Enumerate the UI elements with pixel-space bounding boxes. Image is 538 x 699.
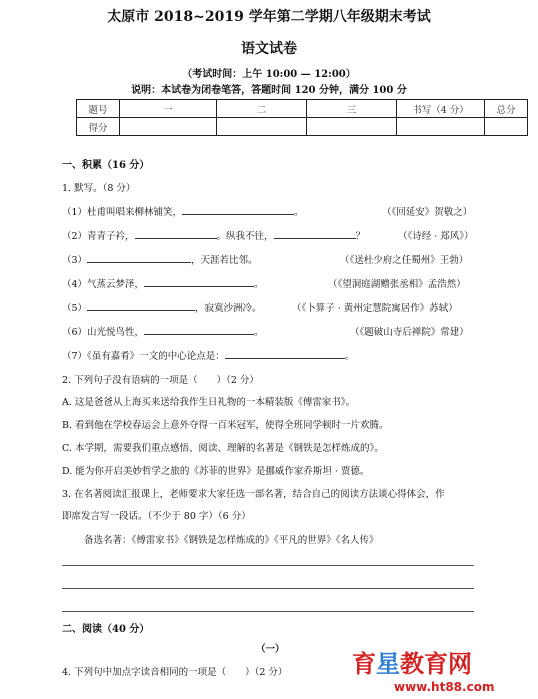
item-text: （6）山光悦鸟性， bbox=[62, 327, 145, 338]
score-table-header: 一 bbox=[120, 100, 217, 118]
exam-subtitle: 语文试卷 bbox=[241, 41, 297, 57]
answer-blank[interactable] bbox=[135, 228, 217, 239]
score-table-header: 题号 bbox=[77, 100, 120, 118]
option-b: B. 看到他在学校春运会上意外夺得一百米冠军，使得全班同学顿时一片欢腾。 bbox=[62, 420, 389, 431]
score-cell[interactable] bbox=[307, 118, 397, 136]
score-cell[interactable] bbox=[397, 118, 485, 136]
item-text: ？ bbox=[355, 231, 366, 242]
score-table-header: 总分 bbox=[485, 100, 528, 118]
question-4-stem: 4. 下列句中加点字读音相同的一项是（ ）（2 分） bbox=[62, 667, 288, 678]
item-source: （《望洞庭湖赠张丞相》孟浩然） bbox=[328, 279, 466, 290]
answer-blank[interactable] bbox=[274, 228, 356, 239]
item-source: （《题破山寺后禅院》常建） bbox=[350, 327, 469, 338]
answer-blank[interactable] bbox=[225, 348, 345, 359]
item-source: （《送杜少府之任蜀州》王勃） bbox=[340, 255, 469, 266]
answer-blank[interactable] bbox=[87, 300, 195, 311]
answer-blank[interactable] bbox=[144, 276, 254, 287]
item-text: （1）杜甫叫唱来柳林铺笑， bbox=[62, 207, 183, 218]
exam-instructions: 说明：本试卷为闭卷笔答，答题时间 120 分钟，满分 100 分 bbox=[131, 85, 407, 96]
writing-line[interactable] bbox=[62, 611, 474, 612]
writing-line[interactable] bbox=[62, 588, 474, 589]
score-table-header: 书写（4 分） bbox=[397, 100, 485, 118]
item-source: （《诗经 · 郑风》） bbox=[398, 231, 474, 242]
score-table-score-row bbox=[77, 118, 528, 136]
item-text: 。 bbox=[254, 327, 264, 338]
answer-blank[interactable] bbox=[182, 204, 294, 215]
candidate-books: 备选名著：《傅雷家书》《钢铁是怎样炼成的》《平凡的世界》《名人传》 bbox=[84, 535, 379, 546]
recitation-item-7 bbox=[62, 348, 354, 362]
watermark-logo-part: 教育网 bbox=[400, 650, 472, 678]
item-text: （5） bbox=[62, 303, 88, 314]
answer-blank[interactable] bbox=[87, 252, 191, 263]
exam-title: 太原市 2018~2019 学年第二学期八年级期末考试 bbox=[107, 9, 431, 25]
score-table-header: 三 bbox=[307, 100, 397, 118]
exam-time: （考试时间：上午 10:00 — 12:00） bbox=[182, 69, 356, 80]
score-table-row-label: 得分 bbox=[77, 118, 120, 136]
item-text: （3） bbox=[62, 255, 88, 266]
writing-line[interactable] bbox=[62, 565, 474, 566]
score-cell[interactable] bbox=[120, 118, 217, 136]
watermark-logo-part: 育 bbox=[352, 650, 376, 678]
watermark-url: www.ht88.com bbox=[394, 680, 495, 694]
answer-blank[interactable] bbox=[144, 324, 254, 335]
section-2-heading: 二、阅读（40 分） bbox=[62, 624, 150, 635]
item-text: （4）气蒸云梦泽， bbox=[62, 279, 145, 290]
score-cell[interactable] bbox=[485, 118, 528, 136]
item-text: 。 bbox=[254, 279, 264, 290]
score-table bbox=[76, 99, 528, 136]
question-3-stem-cont: 即席发言写一段话。（不少于 80 字）（6 分） bbox=[62, 511, 251, 522]
question-1-stem: 1. 默写。（8 分） bbox=[62, 183, 136, 194]
recitation-item-5 bbox=[62, 300, 262, 314]
watermark-logo bbox=[352, 644, 472, 679]
item-text: 。纵我不往， bbox=[216, 231, 274, 242]
item-text: 。 bbox=[294, 207, 304, 218]
option-c: C. 本学期，需要我们重点感悟、阅读、理解的名著是《钢铁是怎样炼成的》。 bbox=[62, 443, 384, 454]
option-d: D. 能为你开启美妙哲学之旅的《苏菲的世界》是挪威作家乔斯坦 · 贾德。 bbox=[62, 466, 370, 477]
item-source: （《卜算子 · 黄州定慧院寓居作》苏轼） bbox=[292, 303, 458, 314]
recitation-item-1 bbox=[62, 204, 304, 218]
section-1-heading: 一、积累（16 分） bbox=[62, 160, 150, 171]
recitation-item-4 bbox=[62, 276, 264, 290]
item-text: （7）《虽有嘉肴》一文的中心论点是： bbox=[62, 351, 225, 362]
recitation-item-2 bbox=[62, 228, 365, 242]
item-text: 。 bbox=[344, 351, 355, 362]
score-table-header: 二 bbox=[217, 100, 307, 118]
item-source: （《回延安》贺敬之） bbox=[382, 207, 473, 218]
item-text: （2）青青子衿， bbox=[62, 231, 135, 242]
option-a: A. 这是爸爸从上海买来送给我作生日礼物的一本精装版《傅雷家书》。 bbox=[62, 397, 356, 408]
item-text: ，天涯若比邻。 bbox=[191, 255, 258, 266]
reading-part-label: （一） bbox=[256, 644, 285, 655]
recitation-item-3 bbox=[62, 252, 258, 266]
question-2-stem: 2. 下列句子没有语病的一项是（ ）（2 分） bbox=[62, 375, 259, 386]
question-3-stem: 3. 在名著阅读汇报课上，老师要求大家任选一部名著，结合自己的阅读方法谈心得体会，作 bbox=[62, 489, 445, 500]
recitation-item-6 bbox=[62, 324, 264, 338]
item-text: ，寂寞沙洲冷。 bbox=[195, 303, 262, 314]
watermark-logo-part: 星 bbox=[376, 650, 400, 678]
score-table-header-row bbox=[77, 100, 528, 118]
score-cell[interactable] bbox=[217, 118, 307, 136]
